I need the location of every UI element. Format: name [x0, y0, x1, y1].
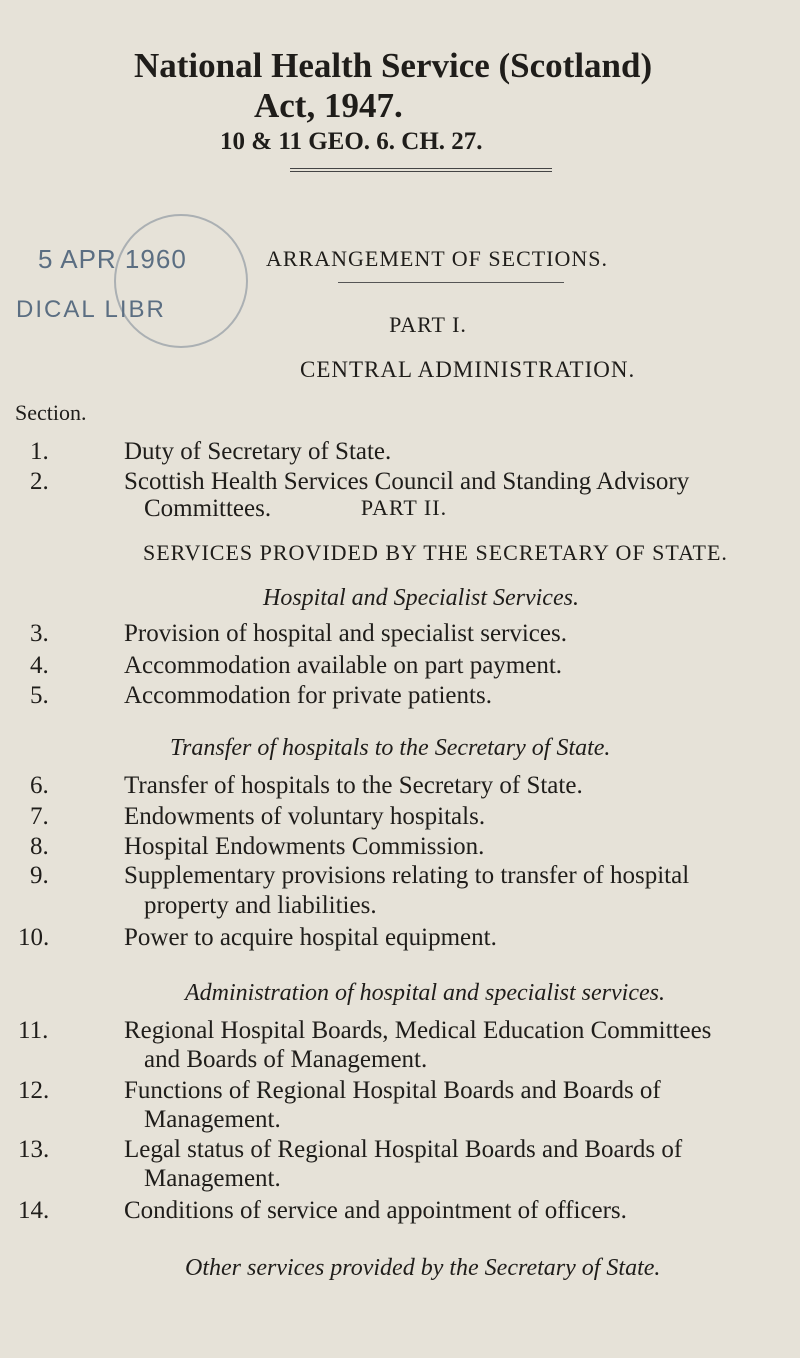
arrangement-rule [338, 282, 564, 283]
arrangement-heading: ARRANGEMENT OF SECTIONS. [266, 246, 609, 271]
regnal-citation: 10 & 11 GEO. 6. CH. 27. [220, 128, 483, 155]
section-title: Supplementary provisions relating to transfer of hospital [124, 862, 690, 889]
subheading-transfer-of-hospitals: Transfer of hospitals to the Secretary of State. [170, 735, 611, 761]
act-year: Act, 1947. [254, 86, 403, 125]
section-title-continuation: Management. [144, 1165, 281, 1192]
section-number: 13. [18, 1136, 50, 1163]
subheading-administration: Administration of hospital and specialist services. [185, 980, 665, 1006]
section-number: 9. [30, 862, 49, 889]
header-rule [290, 168, 552, 172]
section-number: 4. [30, 652, 49, 679]
section-number: 11. [18, 1017, 49, 1044]
section-title: Power to acquire hospital equipment. [124, 924, 497, 951]
section-number: 14. [18, 1197, 50, 1224]
subheading-other-services: Other services provided by the Secretary of State. [185, 1255, 661, 1281]
section-title: Conditions of service and appointment of officers. [124, 1197, 627, 1224]
section-title: Hospital Endowments Commission. [124, 833, 485, 860]
section-title-continuation: Committees. [144, 495, 272, 522]
part-1-heading: CENTRAL ADMINISTRATION. [300, 357, 636, 382]
section-column-label: Section. [15, 400, 87, 425]
section-number: 6. [30, 772, 49, 799]
section-title: Scottish Health Services Council and Standing Advisory [124, 468, 690, 495]
section-number: 8. [30, 833, 49, 860]
section-title: Accommodation for private patients. [124, 682, 492, 709]
part-2-heading: SERVICES PROVIDED BY THE SECRETARY OF STATE. [143, 540, 728, 565]
section-title: Endowments of voluntary hospitals. [124, 803, 486, 830]
section-title: Regional Hospital Boards, Medical Education Committees [124, 1017, 712, 1044]
section-title: Duty of Secretary of State. [124, 438, 392, 465]
subheading-hospital-services: Hospital and Specialist Services. [263, 585, 579, 611]
section-title-continuation: Management. [144, 1106, 281, 1133]
section-title-continuation: and Boards of Management. [144, 1046, 428, 1073]
section-title: Accommodation available on part payment. [124, 652, 563, 679]
section-number: 12. [18, 1077, 50, 1104]
section-title: Legal status of Regional Hospital Boards and Boards of [124, 1136, 683, 1163]
section-number: 3. [30, 620, 49, 647]
section-title-continuation: property and liabilities. [144, 892, 377, 919]
section-number: 2. [30, 468, 49, 495]
section-title: Transfer of hospitals to the Secretary of State. [124, 772, 583, 799]
section-title: Provision of hospital and specialist services. [124, 620, 567, 647]
section-number: 5. [30, 682, 49, 709]
section-number: 7. [30, 803, 49, 830]
part-2-label: PART II. [360, 495, 448, 520]
section-title: Functions of Regional Hospital Boards and Boards of [124, 1077, 661, 1104]
stamp-library: DICAL LIBR [16, 296, 166, 323]
section-number: 1. [30, 438, 49, 465]
stamp-date: 5 APR 1960 [38, 244, 187, 274]
section-number: 10. [18, 924, 50, 951]
act-title: National Health Service (Scotland) [134, 46, 653, 85]
part-1-label: PART I. [389, 312, 467, 337]
